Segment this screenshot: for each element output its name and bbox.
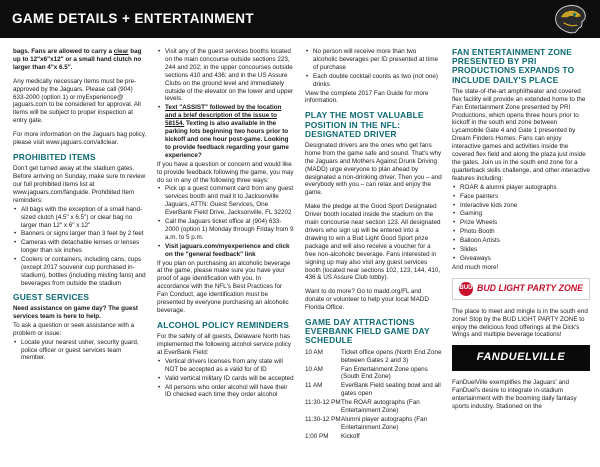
schedule-event: EverBank Field seating bowl and all gates open [341,382,441,398]
guest-services-lead [13,305,147,321]
list-item: • Gaming [452,210,590,218]
list-item: • Interactive kids zone [452,202,590,210]
list-item: • Coolers or containers, including cans, cups (except 2017 souvenir cup purchased in-stadium), bottles (including misting fans) and beverages from outside the stadium [13,256,147,288]
schedule-time: 11:30-12 PM [305,415,341,423]
list-item: • Valid vertical military ID cards will be accepted [157,375,294,383]
schedule-event: Ticket office opens (North End Zone between Gates 2 and 3) [341,348,442,364]
alcohol-policy-list [157,358,294,400]
bag-policy-text: bags. Fans are allowed to carry a [13,48,114,55]
clear-emphasis: clear [113,48,129,55]
list-item: • Prize Wheels [452,219,590,227]
prohibited-intro: Don't get turned away at the stadium gates. Before arriving on Sunday, make sure to review our full prohibited items list at www.jaguars.com/fanguide. Prohibited Item reminders: [13,165,146,204]
list-item: • No person will receive more than two alcoholic beverages per ID presented at time of purchase [305,48,442,72]
designated-driver-heading: PLAY THE MOST VALUABLE POSITION IN THE NFL: DESIGNATED DRIVER [305,110,424,139]
list-item: • Banners or signs larger than 3 feet by 2 feet [13,230,147,238]
guest-services-list-cont [157,48,294,160]
feedback-list [157,185,294,258]
list-item: • ROAR & alumni player autographs [452,184,590,192]
prohibited-list [13,206,147,288]
list-item: • Giveaways [452,255,590,263]
list-item: • Face painters [452,193,590,201]
fan-guide-paragraph: View the complete 2017 Fan Guide for more information. [305,89,429,105]
list-item-assist [157,104,294,159]
column-4 [452,48,590,417]
list-item: • Call the Jaguars ticket office at (904) 633-2000 (option 1) Monday through Friday from 9 a.m. to 5 p.m. [157,218,294,242]
bag-policy-info: For more information on the Jaguars bag policy, please visit www.jaguars.com/allclear. [13,131,147,147]
designated-driver-paragraph: Designated drivers are the ones who get fans home from the game safe and sound. That's why the Jaguars and Mothers Against Drunk Driving (MADD) urge everyone to plan ahead by designated a non-drinking driver. Then you – and everybody with you – can relax and enjoy the game. [305,141,442,197]
guest-services-intro: To ask a question or seek assistance with a problem or issue: [13,321,135,337]
header-bar [0,0,600,38]
list-item: • Pick up a guest comment card from any guest services booth and mail it to Jacksonville Jaguars, ATTN: Guest Services, One EverBank Field Drive, Jacksonville, FL 32202 [157,185,294,217]
guest-services-list [13,339,147,363]
list-item: • Vertical drivers licenses from any state will NOT be accepted as a valid for of ID [157,358,294,374]
bag-policy-text-2: bag up to 12"x6"x12" or a small hand clutch no larger than 4"x 6.5". [13,48,142,71]
fanduelville-paragraph: FanDuelVille exemplifies the Jaguars' and FanDuel's desire to integrate in-stadium entertainment with the booming daily fantasy sports industry. Stationed on the [452,379,577,411]
schedule-time: 11 AM [305,382,323,390]
bag-policy-paragraph [13,48,147,72]
table-row [305,366,442,383]
alcohol-policy-heading: ALCOHOL POLICY REMINDERS [157,319,289,330]
schedule-time: 10 AM [305,365,323,373]
jaguar-head-icon [552,2,588,36]
guest-services-bold: Need assistance on game day? The guest services team is here to help. [13,304,138,320]
bud-light-banner-text: BUD LIGHT PARTY ZONE [476,282,584,293]
fan-entertainment-zone-heading: FAN ENTERTAINMENT ZONE PRESENTED BY PRI PRODUCTIONS EXPANDS TO INCLUDE DAILY'S PLACE [452,47,575,85]
assist-text-tail: Looking to provide feedback regarding your game experience? [165,135,289,159]
table-row [305,416,442,433]
fan-zone-features-list [452,184,590,263]
list-item: • Balloon Artists [452,237,590,245]
bud-light-logo: BUD [459,282,473,296]
fan-zone-paragraph: The state-of-the-art amphitheater and covered flex facility will provide an extended home to the Fan Entertainment Zone presented by PRI Productions, which opens three hours prior to kickoff in the south end zone between Lycamobile Gate 4 and Gate 1 presented by Dream Finders Homes. Fans can enjoy interactive games and activities inside the covered flex field and along the plaza just inside the gates. Join us in the south end zone for a quarterback skills challenge, and other interactive features including: [452,87,590,182]
madd-paragraph: Want to do more? Go to madd.org/FL and donate or volunteer to help your local MADD Florida Office. [305,288,429,312]
medical-items-paragraph: Any medically necessary items must be pre-approved by the Jaguars. Please call (904) 633-2000 (option 1) or myExperience@ jaguars.com to be considered for approval. All items will be subject to proper inspection at entry gate. [13,77,141,125]
fanduelville-banner: FANDUELVILLE [452,345,590,371]
list-item: • All persons who order alcohol will have their ID checked each time they order alcohol [157,384,294,400]
visit-link-text: Visit jaguars.com/myexperience and click on the "general feedback" link [165,242,290,258]
schedule-event: Alumni player autographs (Fan Entertainment Zone) [341,415,428,431]
page-title: GAME DETAILS + ENTERTAINMENT [12,11,255,26]
schedule-table [305,349,442,442]
much-more-text: And much more! [452,263,499,271]
party-zone-paragraph: The place to meet and mingle is in the south end zone! Stop by the BUD LIGHT PARTY ZONE to enjoy the delicious food offerings at the Dick's Wings and multiple beverage locations! [452,307,588,339]
schedule-heading: GAME DAY ATTRACTIONS EVERBANK FIELD GAME DAY SCHEDULE [305,317,430,346]
assist-text-underlined: Text "ASSIST" followed by the location and a brief description of the issue to 58154. [165,104,282,128]
table-row [305,349,442,366]
schedule-time: 10 AM [305,348,323,356]
list-item [157,243,294,259]
assist-text-bold: Texting is also available in the parking lots beginning two hours prior to kickoff and one hour post-game. [165,120,289,143]
prohibited-items-heading: PROHIBITED ITEMS [13,151,96,162]
guest-services-heading: GUEST SERVICES [13,291,90,302]
list-item: • Cameras with detachable lenses or lenses longer than six inches [13,239,147,255]
list-item: • Photo Booth [452,228,590,236]
table-row [305,433,442,442]
list-item: • Locate your nearest usher, security guard, police officer or guest services team member. [13,339,147,363]
schedule-event: Kickoff [341,432,360,440]
table-row [305,399,442,416]
pledge-paragraph: Make the pledge at the Good Sport Designated Driver booth located inside the stadium on the main concourse near section 123. All designated drivers who sign up will be entered into a drawing to win a Bud Light Good Sport prize package and will also receive a voucher for a free non-alcoholic beverage. Fans interested in signing up may also visit any guest services booth (located near sections 102, 123, 144, 410, 436 & US Assure Club lobby). [305,203,441,282]
feedback-paragraph: If you have a question or concern and would like to provide feedback following the game, you may do so in any of the following three ways: [157,160,294,184]
column-1 [13,48,147,363]
alcohol-policy-intro: For the safety of all guests, Delaware North has implemented the following alcohol service policy at EverBank Field: [157,333,292,356]
schedule-event: The ROAR autographs (Fan Entertainment Zone) [341,399,420,415]
column-2 [157,48,294,400]
alcohol-id-paragraph: If you plan on purchasing an alcoholic beverage at the game, please make sure you have your proof of age identification with you. In accordance with the NFL's Best Practices for Fan Conduct, age identification must be presented by everyone purchasing an alcoholic beverage. [157,259,291,314]
column-3 [305,48,442,442]
table-row [305,382,442,399]
list-item: • Each double cocktail counts as two (not one) drinks [305,73,442,89]
list-item: • All bags with the exception of a small hand-sized clutch (4.5" x 6.5") or clear bag no larger than 12" x 6" x 12" [13,206,147,230]
bud-light-party-zone-banner [452,278,590,300]
alcohol-policy-list-cont [305,48,442,89]
list-item: • Slides [452,246,590,254]
schedule-time: 11:30-12 PM [305,399,341,407]
schedule-event: Fan Entertainment Zone opens (South End Zone) [341,365,428,381]
list-item: • Visit any of the guest services booths located on the main concourse outside sections 223, 244 and 202; in the upper concourses outside sections 410 and 436; and in the US Assure Clubs on the ground level and immediately outside of the elevator on the lower and upper levels. [157,48,294,103]
schedule-time: 1:00 PM [305,432,329,440]
